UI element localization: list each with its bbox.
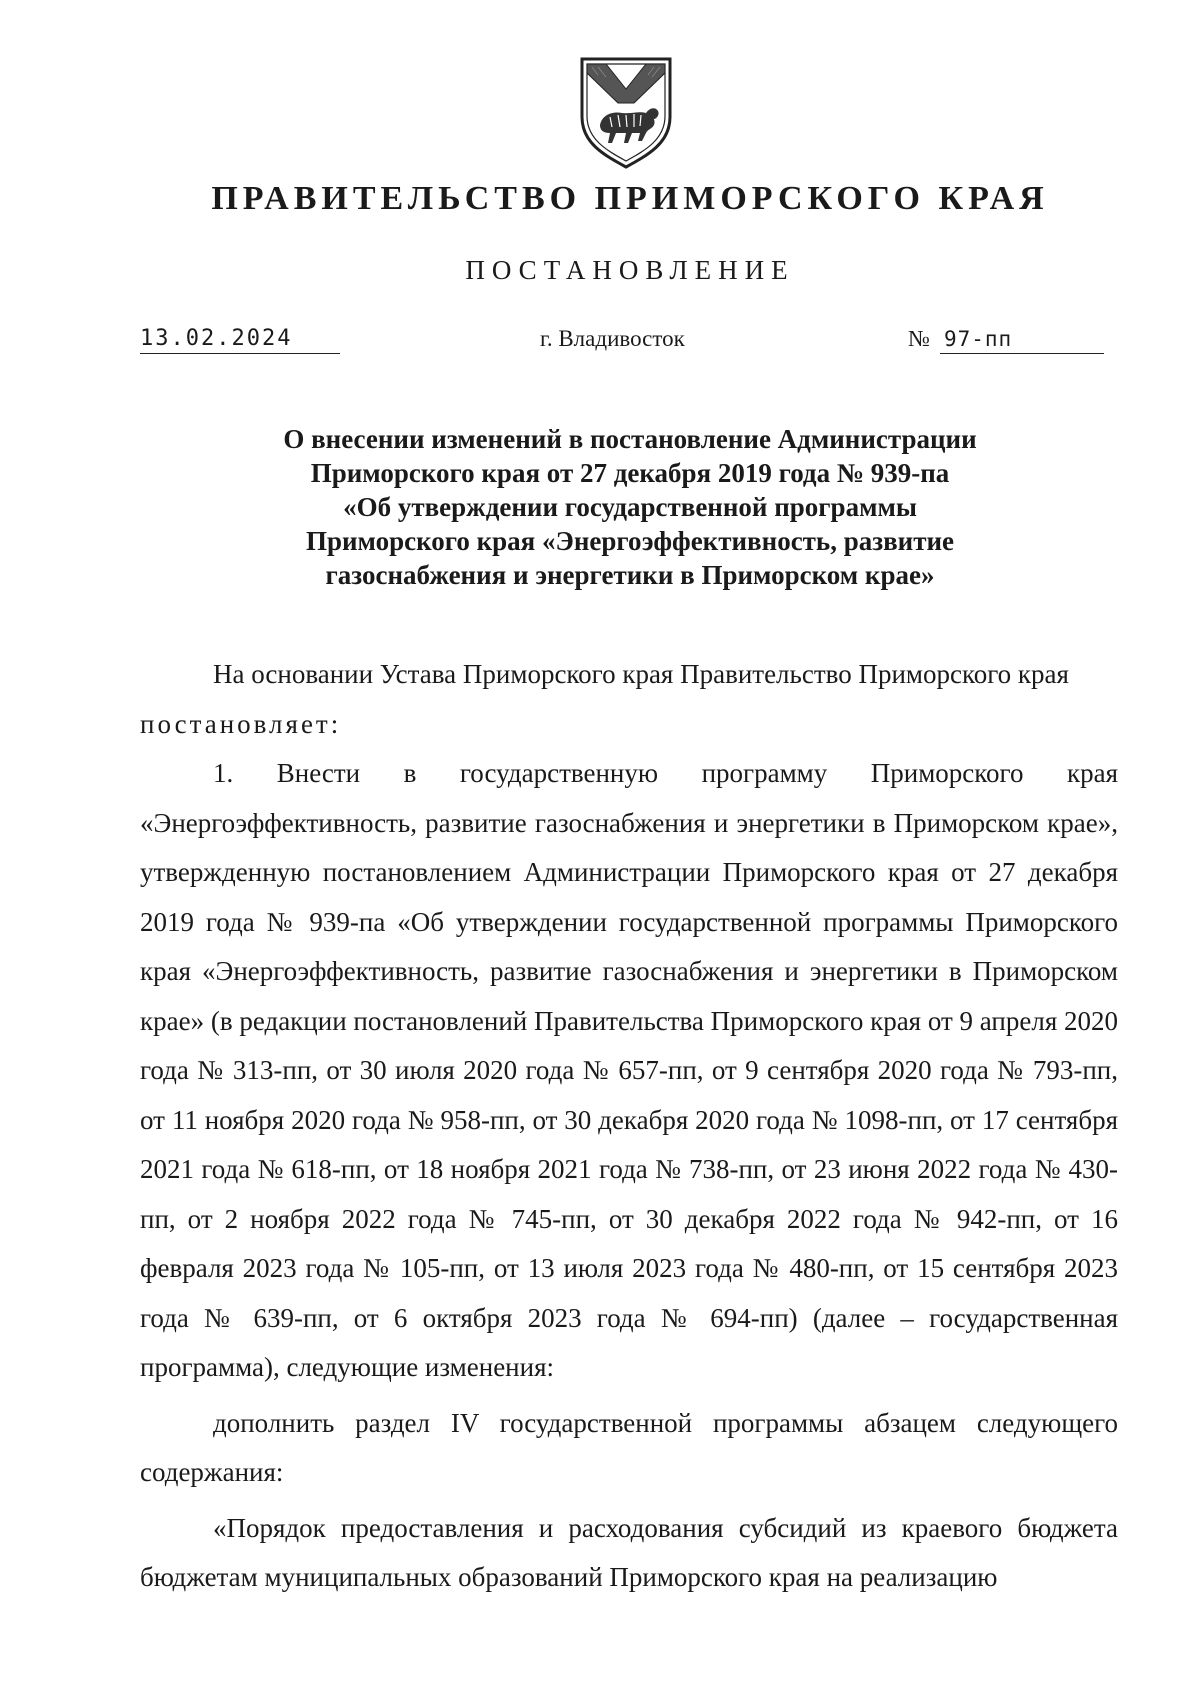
title-line: О внесении изменений в постановление Администрации xyxy=(283,424,977,454)
decree-word: постановляет: xyxy=(140,708,342,739)
document-date: 13.02.2024 xyxy=(140,326,340,354)
document-body xyxy=(140,650,1118,1603)
document-number: 97-пп xyxy=(940,327,1104,354)
item-1-paragraph: 1. Внести в государственную программу Приморского края «Энергоэффективность, развитие газоснабжения и энергетики в Приморском крае», утвержденную постановлением Администрации Приморского края от 27 декабря 2019 года № 939-па «Об утверждении государственной программы Приморского края «Энергоэффективность, развитие газоснабжения и энергетики в Приморском крае» (в редакции постановлений Правительства Приморского края от 9 апреля 2020 года № 313-пп, от 30 июля 2020 года № 657-пп, от 9 сентября 2020 года № 793-пп, от 11 ноября 2020 года № 958-пп, от 30 декабря 2020 года № 1098-пп, от 17 сентября 2021 года № 618-пп, от 18 ноября 2021 года № 738-пп, от 23 июня 2022 года № 430-пп, от 2 ноября 2022 года № 745-пп, от 30 декабря 2022 года № 942-пп, от 16 февраля 2023 года № 105-пп, от 13 июля 2023 года № 480-пп, от 15 сентября 2023 года № 639-пп, от 6 октября 2023 года № 694-пп) (далее – государственная программа), следующие изменения: xyxy=(140,758,1118,1382)
government-name: ПРАВИТЕЛЬСТВО ПРИМОРСКОГО КРАЯ xyxy=(211,180,1049,217)
intro-paragraph: На основании Устава Приморского края Правительство Приморского края xyxy=(213,659,1069,689)
document-type: ПОСТАНОВЛЕНИЕ xyxy=(465,255,795,285)
number-sign: № xyxy=(908,326,930,351)
title-line: газоснабжения и энергетики в Приморском крае» xyxy=(325,560,935,590)
quote-paragraph: «Порядок предоставления и расходования субсидий из краевого бюджета бюджетам муниципальных образований Приморского края на реализацию xyxy=(140,1512,1118,1592)
title-line: Приморского края «Энергоэффективность, развитие xyxy=(305,526,955,556)
document-title xyxy=(150,422,1110,592)
document-city: г. Владивосток xyxy=(540,326,685,351)
title-line: Приморского края от 27 декабря 2019 года № 939-па xyxy=(310,458,950,488)
document-number-block xyxy=(908,326,1108,354)
addition-paragraph: дополнить раздел IV государственной программы абзацем следующего содержания: xyxy=(140,1407,1118,1487)
coat-of-arms-icon xyxy=(576,55,676,170)
title-line: «Об утверждении государственной программы xyxy=(343,492,917,522)
